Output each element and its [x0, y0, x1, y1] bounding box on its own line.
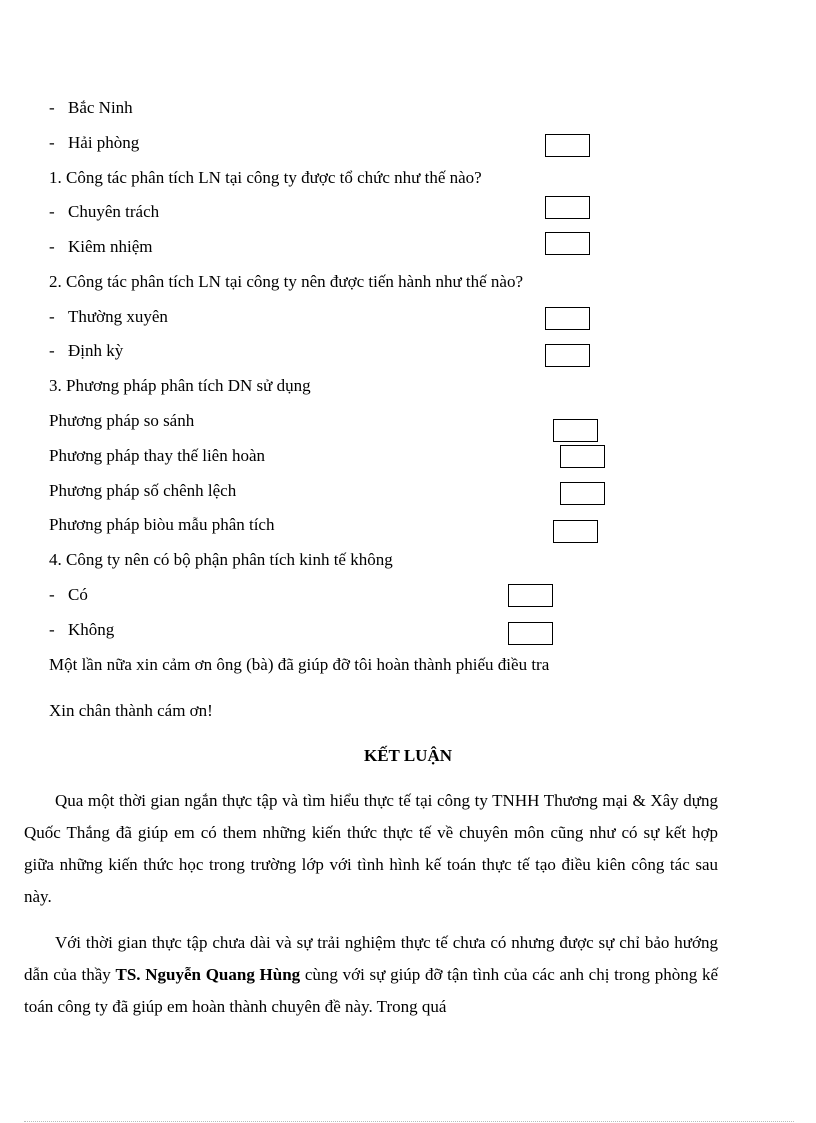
- option-label: Kiêm nhiệm: [68, 237, 153, 256]
- closing-line: Xin chân thành cám ơn!: [49, 701, 213, 720]
- dash: -: [49, 585, 55, 604]
- survey-option-so-sanh: Phương pháp so sánh: [49, 411, 195, 430]
- option-label: Có: [68, 585, 88, 604]
- survey-option-thuong-xuyen: [49, 307, 168, 327]
- option-label: Không: [68, 620, 115, 639]
- option-label: Chuyên trách: [68, 202, 160, 221]
- checkbox-kiem-nhiem[interactable]: [545, 232, 590, 255]
- survey-option-kiem-nhiem: [49, 237, 153, 257]
- checkbox-hai-phong[interactable]: [545, 134, 590, 157]
- checkbox-so-sanh[interactable]: [553, 419, 598, 442]
- dash: -: [49, 133, 55, 152]
- checkbox-chuyen-trach[interactable]: [545, 196, 590, 219]
- survey-option-dinh-ky: [49, 341, 123, 361]
- checkbox-dinh-ky[interactable]: [545, 344, 590, 367]
- option-label: Hải phòng: [68, 133, 140, 152]
- paragraph-text: Với thời gian thực tập chưa dài và sự trải nghiệm thực tế chưa có nhưng được sự chỉ bảo hướng dẫn của thầy: [24, 933, 718, 984]
- dash: -: [49, 237, 55, 256]
- survey-option-thay-the-lien-hoan: Phương pháp thay thế liên hoàn: [49, 446, 266, 465]
- survey-option-co: [49, 585, 88, 605]
- survey-option-bieu-mau: Phương pháp biòu mẫu phân tích: [49, 515, 275, 534]
- option-label: Bắc Ninh: [68, 98, 133, 117]
- dash: -: [49, 98, 55, 117]
- survey-option-so-chenh-lech: Phương pháp số chênh lệch: [49, 481, 237, 500]
- dash: -: [49, 202, 55, 221]
- conclusion-paragraph-2: [24, 927, 718, 1023]
- option-label: Định kỳ: [68, 341, 124, 360]
- checkbox-thay-the-lien-hoan[interactable]: [560, 445, 605, 468]
- thank-you-line: Một lần nữa xin cảm ơn ông (bà) đã giúp đỡ tôi hoàn thành phiếu điều tra: [49, 655, 550, 674]
- checkbox-so-chenh-lech[interactable]: [560, 482, 605, 505]
- page-bottom-rule: [24, 1121, 794, 1122]
- survey-option-chuyen-trach: [49, 202, 159, 222]
- survey-question-2: 2. Công tác phân tích LN tại công ty nên được tiến hành như thế nào?: [49, 272, 524, 291]
- checkbox-thuong-xuyen[interactable]: [545, 307, 590, 330]
- checkbox-bieu-mau[interactable]: [553, 520, 598, 543]
- survey-question-3: 3. Phương pháp phân tích DN sử dụng: [49, 376, 311, 395]
- survey-question-4: 4. Công ty nên có bộ phận phân tích kinh tế không: [49, 550, 393, 569]
- conclusion-paragraph-1: Qua một thời gian ngắn thực tập và tìm hiểu thực tế tại công ty TNHH Thương mại & Xây dựng Quốc Thắng đã giúp em có them những kiến thức thực tế về chuyên môn cũng như có sự kết hợp giữa những kiến thức học trong trường lớp với tình hình kế toán thực tế tạo điều kiên công tác sau này.: [24, 791, 718, 906]
- checkbox-khong[interactable]: [508, 622, 553, 645]
- dash: -: [49, 307, 55, 326]
- paragraph-text: cùng với sự giúp đỡ tận tình của các anh chị trong phòng kế toán công ty đã giúp em hoàn thành chuyên đề này. Trong quá: [24, 965, 718, 1016]
- survey-option-hai-phong: [49, 133, 139, 153]
- checkbox-co[interactable]: [508, 584, 553, 607]
- survey-option-khong: [49, 620, 114, 640]
- conclusion-title: KẾT LUẬN: [363, 746, 452, 765]
- dash: -: [49, 620, 55, 639]
- dash: -: [49, 341, 55, 360]
- supervisor-name: TS. Nguyễn Quang Hùng: [115, 965, 301, 984]
- survey-option-bac-ninh: [49, 98, 133, 118]
- option-label: Thường xuyên: [68, 307, 168, 326]
- survey-question-1: 1. Công tác phân tích LN tại công ty được tổ chức như thế nào?: [49, 168, 482, 187]
